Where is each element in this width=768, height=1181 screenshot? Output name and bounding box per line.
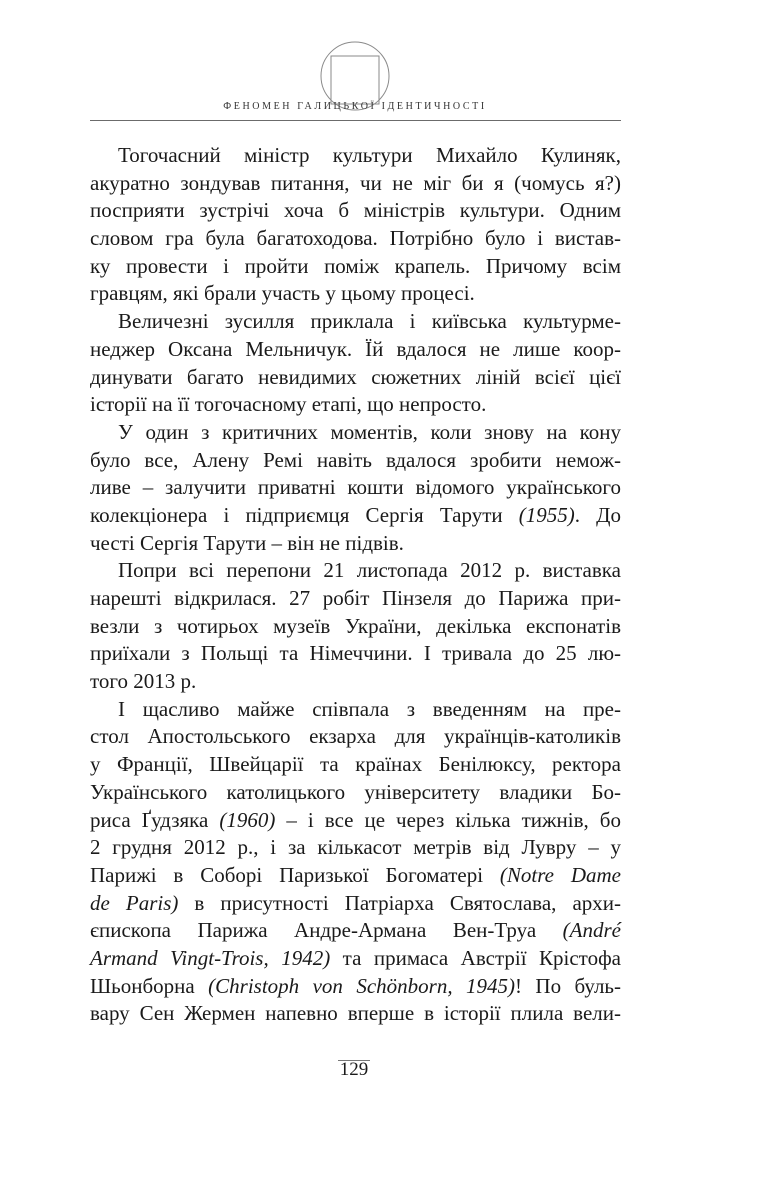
text-line (90, 530, 621, 558)
text-line (90, 751, 621, 779)
text-line (90, 197, 621, 225)
line-text: у Франції, Швейцарії та країнах Бенілюксу, ректора (90, 752, 621, 777)
line-text: ! По буль- (515, 973, 622, 998)
line-text: неджер Оксана Мельничук. Їй вдалося не лише коор- (90, 336, 621, 361)
italic-text: (1960) (219, 807, 276, 832)
text-line (90, 391, 621, 419)
line-text: стол Апостольського екзарха для українців-католиків (90, 724, 621, 749)
text-line (90, 585, 621, 613)
line-text: Величезні зусилля приклала і київська культурме- (118, 309, 621, 334)
line-text: Тогочасний міністр культури Михайло Кулиняк, (118, 143, 621, 167)
line-text: нарешті відкрилася. 27 робіт Пінзеля до Парижа при- (90, 586, 621, 610)
text-line (90, 170, 621, 198)
line-text: словом гра була багатоходова. Потрібно було і вистав- (90, 226, 621, 251)
italic-text: (André (562, 918, 621, 943)
text-line (90, 973, 621, 1001)
line-text: У один з критичних моментів, коли знову на кону (118, 419, 621, 444)
text-line (90, 364, 621, 392)
text-line (90, 613, 621, 641)
line-text: в присутності Патріарха Святослава, архи- (178, 890, 621, 915)
line-text: Парижі в Соборі Паризької Богоматері (90, 862, 500, 887)
line-text: того 2013 р. (90, 669, 197, 694)
text-line (90, 807, 621, 835)
line-text: гравцям, які брали участь у цьому процесі. (90, 281, 475, 306)
line-text: 2 грудня 2012 р., і за кількасот метрів від Лувру – у (90, 835, 621, 860)
line-text: та примаса Австрії Крістофа (330, 945, 621, 970)
text-line (90, 308, 621, 336)
italic-text: (1955) (518, 502, 575, 527)
line-text: єпископа Парижа Андре-Армана Вен-Труа (90, 918, 563, 943)
page-number: 129 (339, 1059, 369, 1080)
line-text: везли з чотирьох музеїв України, декілька експонатів (90, 613, 621, 638)
text-line (90, 225, 621, 253)
body-text (90, 142, 621, 1028)
line-text: приїхали з Польщі та Німеччини. І тривала до 25 лю- (90, 641, 621, 666)
text-line (90, 336, 621, 364)
line-text: – і все це через кілька тижнів, бо (275, 807, 621, 832)
italic-text: (Notre Dame (499, 862, 621, 887)
text-line (90, 945, 621, 973)
text-line (90, 862, 621, 890)
line-text: Українського католицького університету владики Бо- (90, 779, 621, 804)
line-text: було все, Алену Ремі навіть вдалося зробити немож- (90, 447, 621, 472)
text-line (90, 890, 621, 918)
text-line (90, 696, 621, 724)
italic-text: de Paris) (90, 890, 179, 915)
line-text: колекціонера і підприємця Сергія Тарути (90, 502, 519, 527)
line-text: Шьонборна (90, 973, 209, 998)
text-line (90, 779, 621, 807)
line-text: вару Сен Жермен напевно вперше в історії плила вели- (90, 1001, 621, 1026)
line-text: честі Сергія Тарути – він не підвів. (90, 530, 404, 555)
text-line (90, 668, 621, 696)
line-text: Попри всі перепони 21 листопада 2012 р. виставка (118, 558, 621, 583)
line-text: І щасливо майже співпала з введенням на пре- (118, 696, 621, 721)
text-line (90, 447, 621, 475)
line-text: історії на її тогочасному етапі, що непросто. (90, 392, 487, 417)
text-line (90, 253, 621, 281)
line-text: ку провести і пройти поміж крапель. Причому всім (90, 253, 621, 278)
text-line (90, 502, 621, 530)
text-line (90, 557, 621, 585)
italic-text: (Christoph von Schönborn, 1945) (208, 973, 515, 998)
italic-text: Armand Vingt-Trois, 1942) (90, 945, 331, 970)
text-line (90, 723, 621, 751)
header-divider (90, 120, 621, 121)
text-line (90, 280, 621, 308)
text-line (90, 640, 621, 668)
text-line (90, 917, 621, 945)
line-text: риса Ґудзяка (90, 807, 220, 832)
text-line (90, 834, 621, 862)
running-head: ФЕНОМЕН ГАЛИЦЬКОЇ ІДЕНТИЧНОСТІ (223, 101, 487, 112)
text-line (90, 1000, 621, 1028)
text-line (90, 419, 621, 447)
line-text: динувати багато невидимих сюжетних ліній всієї цієї (90, 364, 621, 389)
text-line (90, 474, 621, 502)
line-text: акуратно зондував питання, чи не міг би я (чомусь я?) (90, 170, 621, 195)
line-text: посприяти зустрічі хоча б міністрів культури. Одним (90, 198, 621, 223)
line-text: . До (574, 502, 622, 527)
text-line (90, 142, 621, 170)
line-text: ливе – залучити приватні кошти відомого українського (90, 475, 621, 500)
